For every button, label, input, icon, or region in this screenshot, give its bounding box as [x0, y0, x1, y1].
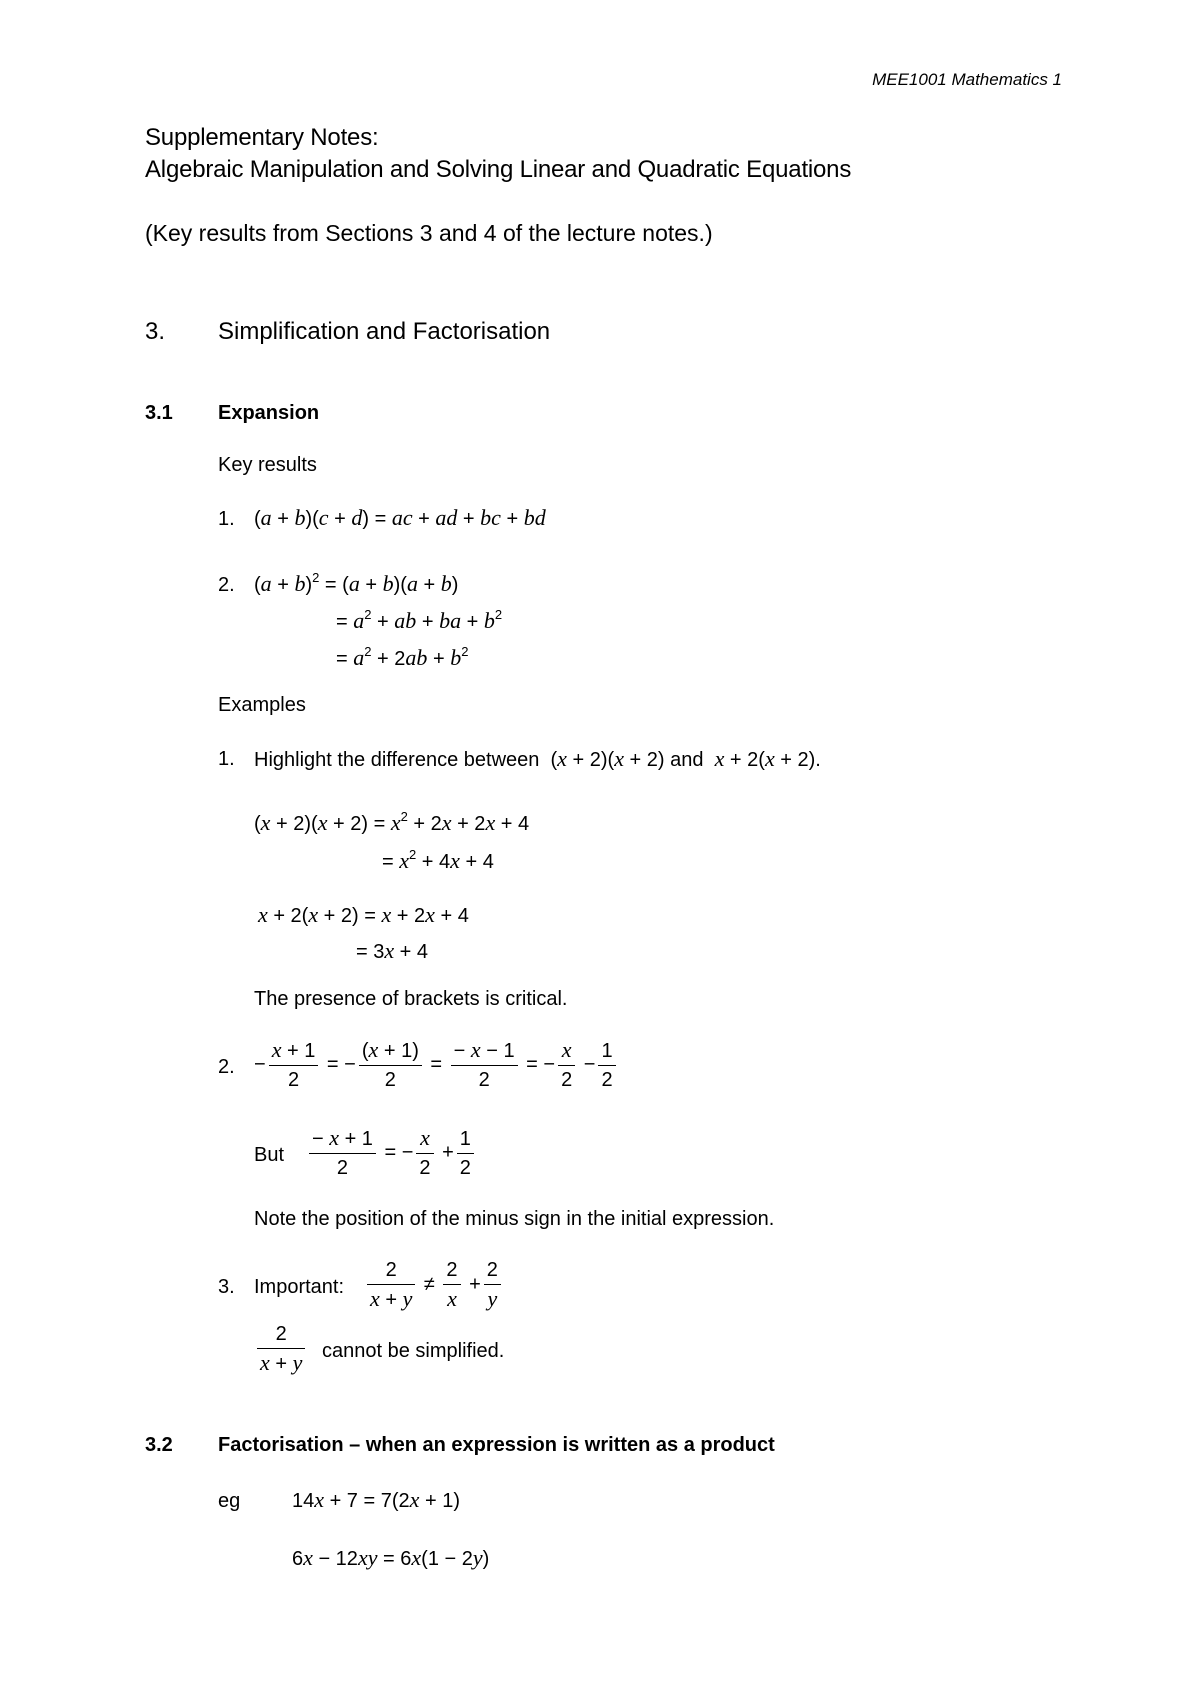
sub-31-title: Expansion: [218, 402, 320, 424]
key-results-label: Key results: [218, 454, 317, 476]
example-3-note: cannot be simplified.: [322, 1340, 505, 1362]
example-3-formula: $\frac{2}{x + y}$ ≠ $\frac{2}{x}$ + $\frac{2}{y}$: [364, 1256, 504, 1314]
key-result-2-line-3: = $a^2 + 2ab + b^2$: [336, 644, 469, 670]
example-2-but: But: [254, 1144, 285, 1166]
example-1-note: The presence of brackets is critical.: [254, 988, 568, 1010]
example-1-working-2: = $x^2 + 4x + 4$: [382, 847, 494, 873]
examples-label: Examples: [218, 694, 306, 716]
key-result-2-line-2: = $a^2$ + ab + ba + $b^2$: [336, 607, 503, 633]
example-1-mid: and: [670, 749, 704, 771]
key-result-2-line-1: $(a + b)^2 = (a + b)(a + b)$: [254, 570, 459, 596]
example-2-number: 2.: [218, 1056, 235, 1078]
example-2-note: Note the position of the minus sign in the initial expression.: [254, 1208, 775, 1230]
sub-32-number: 3.2: [145, 1434, 173, 1456]
key-result-1-number: 1.: [218, 508, 235, 530]
course-header: MEE1001 Mathematics 1: [872, 70, 1062, 89]
example-3-fraction: $\frac{2}{x + y}$: [254, 1320, 308, 1378]
example-2-but-formula: $\frac{- x + 1}{2}$ = − $\frac{x}{2}$ + $\frac{1}{2}$: [306, 1124, 477, 1182]
example-1-working-4: = 3x + 4: [356, 938, 429, 963]
sub-32-title: Factorisation – when an expression is written as a product: [218, 1434, 775, 1456]
key-result-2-number: 2.: [218, 574, 235, 596]
example-2-formula: − $\frac{x + 1}{2}$ = − $\frac{(x + 1)}{2}$ = $\frac{- x - 1}{2}$ = − $\frac{x}{2}$ − $\frac{1}{2}$: [254, 1036, 619, 1094]
example-1-statement: Highlight the difference between (x + 2)(x + 2) and x + 2(x + 2).: [254, 746, 821, 771]
sub-31-number: 3.1: [145, 402, 173, 424]
factorisation-example-2: 6x − 12xy = 6x(1 − 2y): [292, 1545, 490, 1570]
title-line-1: Supplementary Notes:: [145, 124, 379, 151]
section-3-number: 3.: [145, 318, 166, 345]
example-1-prefix: Highlight the difference between: [254, 749, 540, 771]
example-3-label: Important:: [254, 1276, 345, 1298]
eg-label: eg: [218, 1490, 241, 1512]
example-1-working-1: $(x + 2)(x + 2) = x^2 + 2x + 2x + 4$: [254, 809, 530, 835]
section-3-title: Simplification and Factorisation: [218, 318, 551, 345]
title-line-2: Algebraic Manipulation and Solving Linear and Quadratic Equations: [145, 156, 852, 183]
example-1-working-3: x + 2(x + 2) = x + 2x + 4: [258, 902, 469, 927]
key-result-1-formula: (a + b)(c + d) = ac + ad + bc + bd: [254, 505, 546, 530]
example-1-number: 1.: [218, 748, 235, 770]
factorisation-example-1: 14x + 7 = 7(2x + 1): [292, 1487, 460, 1512]
subtitle: (Key results from Sections 3 and 4 of the lecture notes.): [145, 220, 713, 246]
example-3-number: 3.: [218, 1276, 235, 1298]
